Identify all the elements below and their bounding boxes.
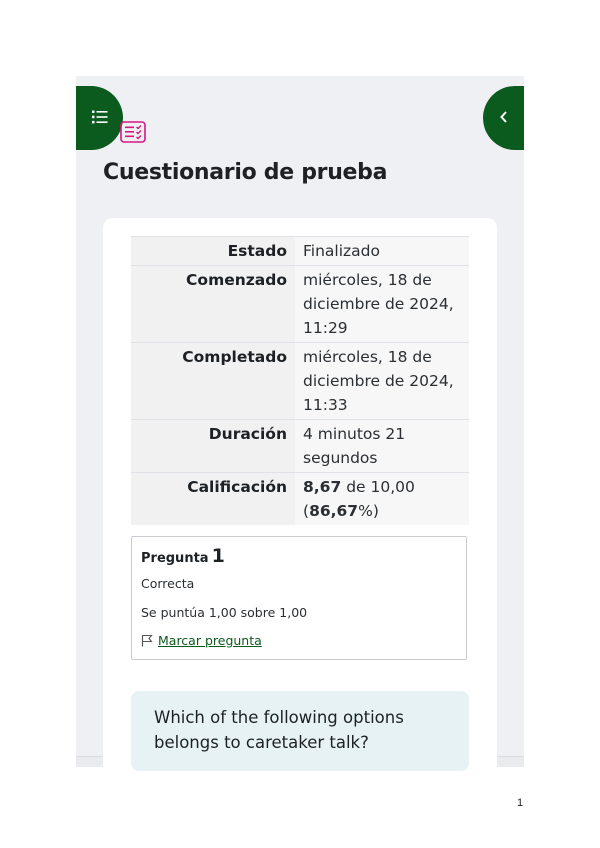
summary-row bbox=[131, 343, 469, 420]
question-text: Which of the following options belongs to caretaker talk? bbox=[154, 708, 404, 752]
summary-value: 4 minutos 21 segundos bbox=[295, 420, 469, 473]
attempt-summary-table bbox=[131, 236, 469, 525]
flag-question-label[interactable]: Marcar pregunta bbox=[158, 633, 262, 648]
summary-value: miércoles, 18 de diciembre de 2024, 11:29 bbox=[295, 266, 469, 343]
grade-score: 8,67 bbox=[303, 478, 342, 496]
summary-label: Duración bbox=[131, 420, 295, 473]
grade-percent: 86,67 bbox=[309, 502, 359, 520]
chevron-left-icon bbox=[499, 109, 509, 128]
summary-value: miércoles, 18 de diciembre de 2024, 11:33 bbox=[295, 343, 469, 420]
summary-grade-value bbox=[295, 473, 469, 526]
summary-label: Comenzado bbox=[131, 266, 295, 343]
question-grade: Se puntúa 1,00 sobre 1,00 bbox=[141, 605, 308, 620]
quiz-icon bbox=[120, 121, 146, 143]
grade-percent-open: ( bbox=[303, 502, 310, 520]
list-icon bbox=[92, 109, 108, 128]
grade-percent-close: %) bbox=[358, 502, 379, 520]
summary-value: Finalizado bbox=[295, 237, 469, 266]
summary-row-grade bbox=[131, 473, 469, 526]
summary-row bbox=[131, 237, 469, 266]
page-number: 1 bbox=[517, 797, 524, 809]
summary-label: Completado bbox=[131, 343, 295, 420]
flag-question-link[interactable] bbox=[141, 633, 262, 648]
summary-row bbox=[131, 266, 469, 343]
question-label: Pregunta bbox=[141, 551, 209, 566]
question-number bbox=[141, 545, 225, 567]
flag-icon bbox=[141, 634, 153, 647]
question-info-box bbox=[131, 536, 467, 660]
page-title: Cuestionario de prueba bbox=[103, 160, 388, 185]
grade-of: de 10,00 bbox=[346, 478, 415, 496]
question-text-box bbox=[131, 691, 469, 771]
question-number-value: 1 bbox=[211, 545, 225, 567]
summary-label: Estado bbox=[131, 237, 295, 266]
summary-label: Calificación bbox=[131, 473, 295, 526]
summary-row bbox=[131, 420, 469, 473]
question-state: Correcta bbox=[141, 576, 195, 591]
